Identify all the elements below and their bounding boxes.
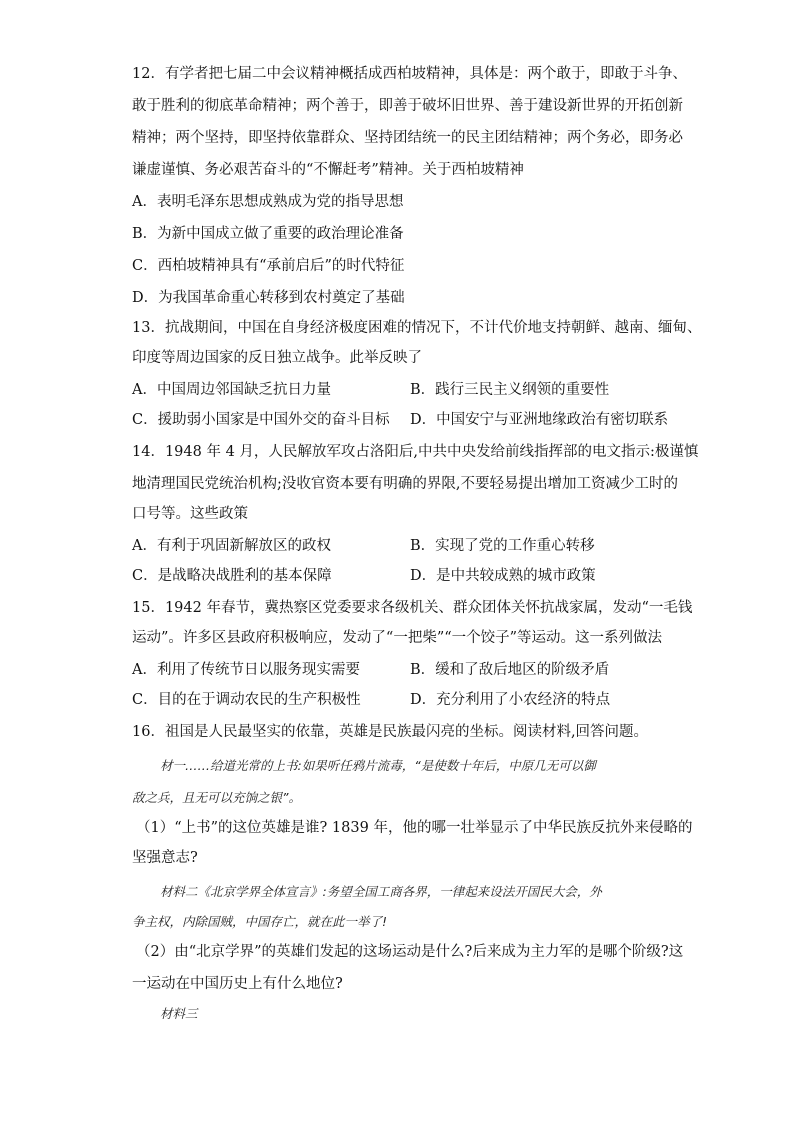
q12-option-c: C．西柏坡精神具有“承前启后”的时代特征 [132,258,405,274]
q12-stem-line: 谦虚谨慎、务必艰苦奋斗的“不懈赶考”精神。关于西柏坡精神 [132,162,524,178]
q12-stem-line: 12．有学者把七届二中会议精神概括成西柏坡精神，具体是：两个敢于，即敢于斗争、 [132,66,687,82]
q15-option-b: B．缓和了敌后地区的阶级矛盾 [410,662,610,678]
q14-option-a: A．有利于巩固新解放区的政权 [132,538,331,554]
q13-option-b: B．践行三民主义纲领的重要性 [410,382,610,398]
q13-option-a: A．中国周边邻国缺乏抗日力量 [132,382,331,398]
q12-option-d: D．为我国革命重心转移到农村奠定了基础 [132,290,405,306]
q13-stem-line: 13．抗战期间，中国在自身经济极度困难的情况下，不计代价地支持朝鲜、越南、缅甸、 [132,320,702,336]
q12-option-a: A．表明毛泽东思想成熟成为党的指导思想 [132,194,404,210]
q16-material1-line: 敌之兵，且无可以充饷之银”。 [132,790,301,805]
q16-material2-line: 争主权，内除国贼，中国存亡，就在此一举了! [132,914,388,929]
q16-sub2-line: （2）由“北京学界”的英雄们发起的这场运动是什么?后来成为主力军的是哪个阶级?这 [136,944,684,960]
q12-stem-line: 精神；两个坚持，即坚持依靠群众、坚持团结统一的民主团结精神；两个务必，即务必 [132,130,683,146]
q16-material1-line: 材一……给道光常的上书:如果听任鸦片流毒，“是使数十年后，中原几无可以御 [160,758,596,773]
q15-option-a: A．利用了传统节日以服务现实需要 [132,662,360,678]
q15-stem-line: 运动”。许多区县政府积极响应，发动了“一把柴”“一个饺子”等运动。这一系列做法 [132,630,663,646]
q16-sub2-line: 一运动在中国历史上有什么地位? [132,976,343,992]
q16-material2-line: 材料二《北京学界全体宣言》:务望全国工商各界，一律起来设法开国民大会，外 [160,884,602,899]
q14-stem-line: 地清理国民党统治机构;没收官资本要有明确的界限,不要轻易提出增加工资减少工时的 [132,476,678,492]
q14-option-c: C．是战略决战胜利的基本保障 [132,568,332,584]
q13-stem-line: 印度等周边国家的反日独立战争。此举反映了 [132,350,422,366]
q15-option-d: D．充分利用了小农经济的特点 [410,692,611,708]
q15-option-c: C．目的在于调动农民的生产积极性 [132,692,361,708]
q12-stem-line: 敢于胜利的彻底革命精神；两个善于，即善于破坏旧世界、善于建设新世界的开拓创新 [132,98,683,114]
q16-sub1-line: （1）“上书”的这位英雄是谁? 1839 年，他的哪一壮举显示了中华民族反抗外来侵略的 [136,820,693,836]
q12-option-b: B．为新中国成立做了重要的政治理论准备 [132,226,404,242]
q16-material3-label: 材料三 [160,1006,198,1021]
q14-option-d: D．是中共较成熟的城市政策 [410,568,596,584]
q13-option-c: C．援助弱小国家是中国外交的奋斗目标 [132,412,390,428]
q16-stem: 16．祖国是人民最坚实的依靠，英雄是民族最闪亮的坐标。阅读材料,回答问题。 [132,724,649,740]
q14-option-b: B．实现了党的工作重心转移 [410,538,595,554]
q13-option-d: D．中国安宁与亚洲地缘政治有密切联系 [410,412,669,428]
q14-stem-line: 14．1948 年 4 月，人民解放军攻占洛阳后,中共中央发给前线指挥部的电文指示:极谨慎 [132,444,699,460]
q16-sub1-line: 坚强意志? [132,850,198,866]
q15-stem-line: 15．1942 年春节，冀热察区党委要求各级机关、群众团体关怀抗战家属，发动“一毛钱 [132,600,693,616]
q14-stem-line: 口号等。这些政策 [132,506,248,522]
